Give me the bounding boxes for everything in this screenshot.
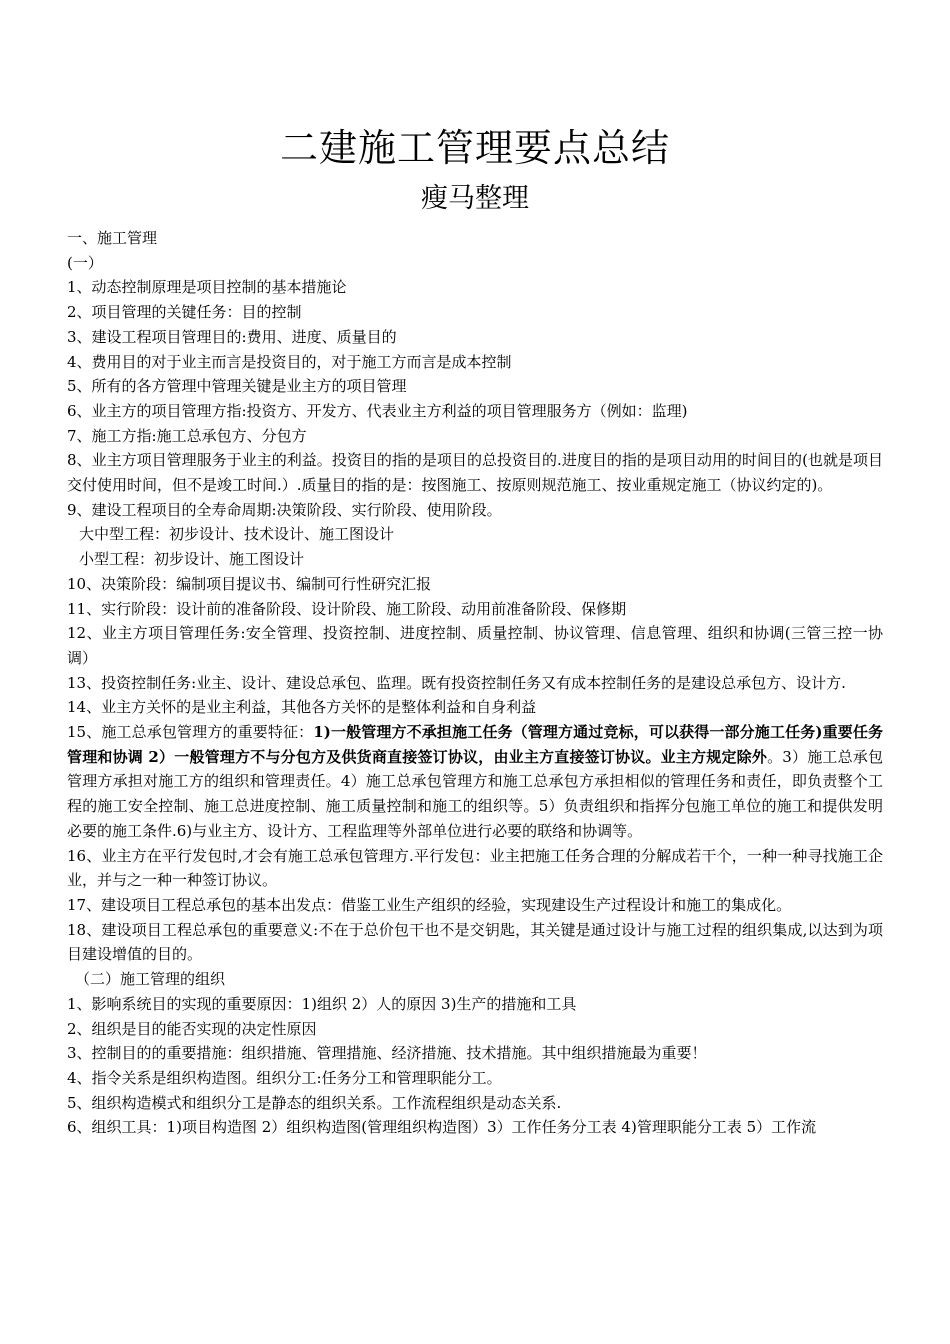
list-item: 10、决策阶段：编制项目提议书、编制可行性研究汇报 <box>67 574 432 593</box>
list-item: 18、建设项目工程总承包的重要意义:不在于总价包干也不是交钥匙，其关键是通过设计与施工过程的组织集成,以达到为项目建设增值的目的。 <box>67 920 883 964</box>
section-heading: 一、施工管理 <box>67 229 158 247</box>
list-item: 5、组织构造模式和组织分工是静态的组织关系。工作流程组织是动态关系. <box>67 1093 562 1112</box>
list-item <box>67 720 883 844</box>
list-item: 12、业主方项目管理任务:安全管理、投资控制、进度控制、质量控制、协议管理、信息管理、组织和协调(三管三控一协调） <box>67 624 883 667</box>
document-body <box>67 226 883 1140</box>
list-item-lead: 15、施工总承包管理方的重要特征： <box>67 723 314 742</box>
list-item: 6、业主方的项目管理方指:投资方、开发方、代表业主方利益的项目管理服务方（例如：监理) <box>67 401 688 420</box>
list-subitem: 小型工程：初步设计、施工图设计 <box>79 550 305 569</box>
list-item: 7、施工方指:施工总承包方、分包方 <box>67 426 307 445</box>
list-item: 5、所有的各方管理中管理关键是业主方的项目管理 <box>67 377 407 396</box>
list-item: 1、影响系统目的实现的重要原因：1)组织 2）人的原因 3)生产的措施和工具 <box>67 994 577 1013</box>
list-item: 6、组织工具：1)项目构造图 2）组织构造图(管理组织构造图）3）工作任务分工表 4)管理职能分工表 5）工作流 <box>67 1118 817 1137</box>
list-item: 16、业主方在平行发包时,才会有施工总承包管理方.平行发包：业主把施工任务合理的分解成若干个，一种一种寻找施工企业，并与之一种一种签订协议。 <box>67 846 883 890</box>
list-item: 3、建设工程项目管理目的:费用、进度、质量目的 <box>67 327 397 346</box>
list-item: 14、业主方关怀的是业主利益，其他各方关怀的是整体利益和自身利益 <box>67 698 537 717</box>
list-item: 11、实行阶段：设计前的准备阶段、设计阶段、施工阶段、动用前准备阶段、保修期 <box>67 599 627 618</box>
list-item: 2、项目管理的关键任务：目的控制 <box>67 303 302 322</box>
bold-emphasis: 1)一般管理方不承担施工任务（管理方通过竞标，可以获得一部分施工任务)重要任务管理和协调 2）一般管理方不与分包方及供货商直接签订协议，由业主方直接签订协议。业主方规定除外 <box>67 723 884 766</box>
list-item: 9、建设工程项目的全寿命周期:决策阶段、实行阶段、使用阶段。 <box>67 500 502 519</box>
list-item: 8、业主方项目管理服务于业主的利益。投资目的指的是项目的总投资目的.进度目的指的是项目动用的时间目的(也就是项目交付使用时间，但不是竣工时间.）.质量目的指的是：按图施工、按原则规范施工、按业重规定施工（协议约定的)。 <box>67 451 883 495</box>
list-item: 2、组织是目的能否实现的决定性原因 <box>67 1019 317 1038</box>
list-item-rest: 。3）施工总承包管理方承担对施工方的组织和管理责任。4）施工总承包管理方和施工总承包方承担相似的管理任务和责任，即负责整个工程的施工安全控制、施工总进度控制、施工质量控制和施工的组织等。5）负责组织和指挥分包施工单位的施工和提供发明必要的施工条件.6)与业主方、设计方、工程监理等外部单位进行必要的联络和协调等。 <box>67 747 884 840</box>
document-title: 二建施工管理要点总结 <box>279 126 670 170</box>
list-item: 4、指令关系是组织构造图。组织分工:任务分工和管理职能分工。 <box>67 1068 502 1087</box>
list-item: 17、建设项目工程总承包的基本出发点：借鉴工业生产组织的经验，实现建设生产过程设计和施工的集成化。 <box>67 895 792 914</box>
subsection-heading: （二）施工管理的组织 <box>75 970 226 989</box>
list-item: 1、动态控制原理是项目控制的基本措施论 <box>67 278 347 297</box>
list-item: 4、费用目的对于业主而言是投资目的，对于施工方而言是成本控制 <box>67 352 512 371</box>
document-subtitle: 瘦马整理 <box>421 183 529 214</box>
subsection-heading: (一） <box>67 253 103 272</box>
list-item: 13、投资控制任务:业主、设计、建设总承包、监理。既有投资控制任务又有成本控制任务的是建设总承包方、设计方. <box>67 673 846 692</box>
list-item: 3、控制目的的重要措施：组织措施、管理措施、经济措施、技术措施。其中组织措施最为重要！ <box>67 1044 707 1063</box>
list-subitem: 大中型工程：初步设计、技术设计、施工图设计 <box>79 525 395 544</box>
